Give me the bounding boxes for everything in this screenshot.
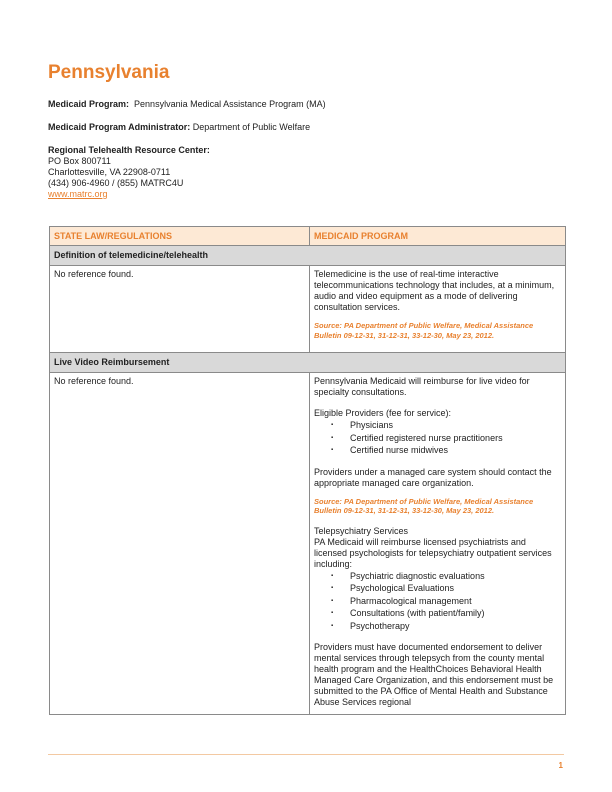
section-title-live-video: Live Video Reimbursement [50,353,566,373]
state-law-cell: No reference found. [50,266,310,353]
resource-center-label: Regional Telehealth Resource Center: [48,145,210,155]
phone-line: (434) 906-4960 / (855) MATRC4U [48,178,184,188]
medicaid-program-line [48,99,326,110]
telepsych-text: PA Medicaid will reimburse licensed psychiatrists and licensed psychologists for telepsychiatry outpatient services including: [314,536,552,569]
medicaid-program-label: Medicaid Program: [48,99,130,109]
section-row [50,353,566,373]
list-item: ▪ Consultations (with patient/family) [350,607,561,620]
medicaid-admin-line [48,122,310,133]
list-item: ▪ Certified nurse midwives [350,444,561,457]
telehealth-policy-table [49,226,566,715]
table-row [50,266,566,353]
telepsych-services-list [314,570,561,633]
medicaid-cell [310,266,566,353]
source-citation: Source: PA Department of Public Welfare, Medical Assistance Bulletin 09-12-31, 31-12-31, 33-12-30, May 23, 2012. [314,321,534,340]
eligible-providers-label: Eligible Providers (fee for service): [314,408,452,418]
resource-center [48,145,210,200]
list-item: ▪ Certified registered nurse practitioners [350,432,561,445]
website-link[interactable]: www.matrc.org [48,189,108,199]
page-number: 1 [558,761,563,770]
section-row [50,246,566,266]
definition-text: Telemedicine is the use of real-time interactive telecommunications technology that includes, at a minimum, audio and video equipment as a mode of delivering consultation services. [314,269,555,312]
address-line: Charlottesville, VA 22908-0711 [48,167,171,177]
header-medicaid-program: MEDICAID PROGRAM [310,227,566,246]
state-law-cell: No reference found. [50,373,310,715]
eligible-providers-list [314,419,561,457]
list-item: ▪ Psychotherapy [350,620,561,633]
source-citation: Source: PA Department of Public Welfare, Medical Assistance Bulletin 09-12-31, 31-12-31, 33-12-30, May 23, 2012. [314,496,534,515]
address-line: PO Box 800711 [48,156,111,166]
table-row [50,373,566,715]
endorsement-text: Providers must have documented endorsement to deliver mental services through telepsych from the county mental health program and the HealthChoices Behavioral Health Managed Care Organization, and this endorsement must be submitted to the PA Office of Mental Health and Substance Abuse Services regional [314,642,554,707]
list-item: ▪ Psychiatric diagnostic evaluations [350,570,561,583]
medicaid-admin-value: Department of Public Welfare [192,122,311,132]
list-item: ▪ Physicians [350,419,561,432]
live-video-intro: Pennsylvania Medicaid will reimburse for live video for specialty consultations. [314,376,530,397]
table-header-row [50,227,566,246]
footer-divider [48,754,564,755]
header-state-law: STATE LAW/REGULATIONS [50,227,310,246]
medicaid-program-value: Pennsylvania Medical Assistance Program (MA) [134,99,326,109]
medicaid-cell [310,373,566,715]
medicaid-admin-label: Medicaid Program Administrator: [48,122,191,132]
list-item: ▪ Psychological Evaluations [350,582,561,595]
telepsych-title: Telepsychiatry Services [314,525,409,536]
page-title: Pennsylvania [48,62,170,83]
list-item: ▪ Pharmacological management [350,595,561,608]
managed-care-text: Providers under a managed care system should contact the appropriate managed care organization. [314,466,552,488]
section-title-definition: Definition of telemedicine/telehealth [50,246,566,266]
